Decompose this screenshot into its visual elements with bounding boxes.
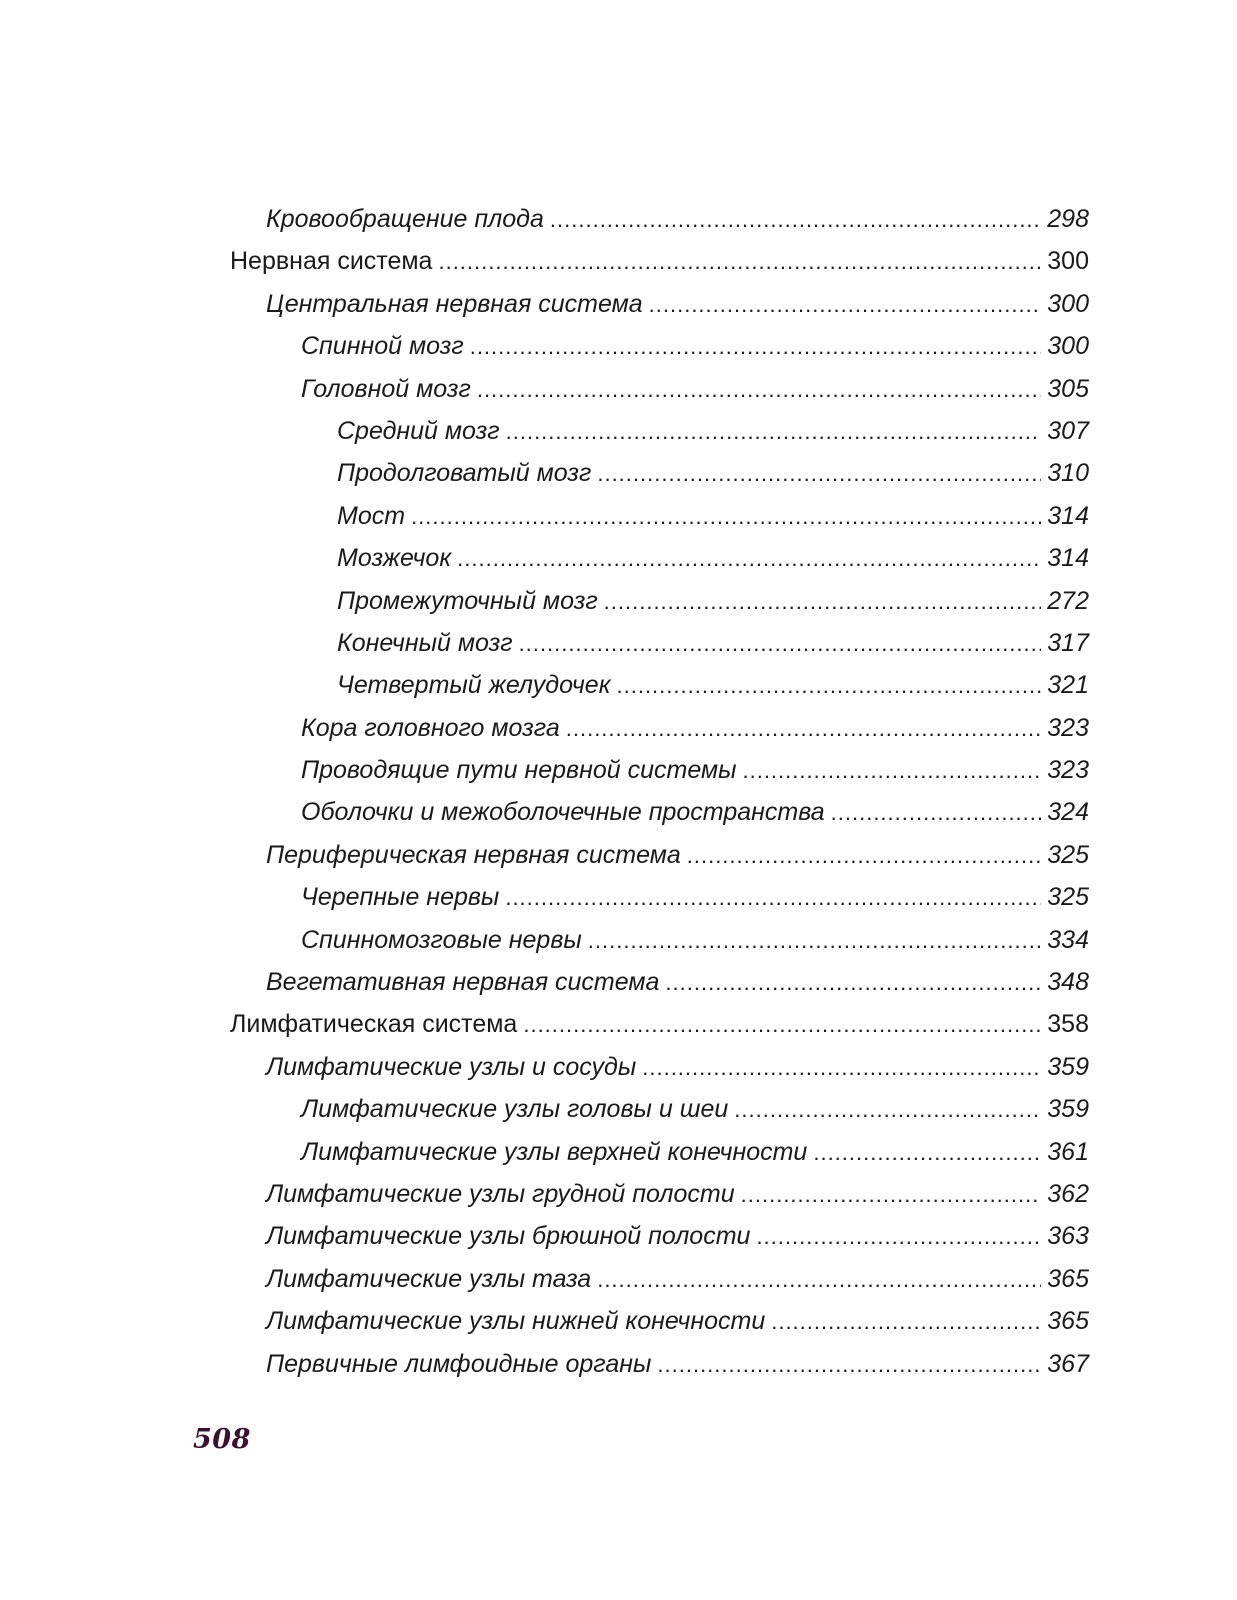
toc-entry-line	[301, 707, 1089, 750]
toc-entry-page: 363	[1047, 1222, 1089, 1251]
toc-entry-line	[266, 961, 1089, 1004]
toc-entry-title: Спинномозговые нервы	[301, 925, 582, 954]
toc-entry	[0, 240, 1237, 282]
toc-entry-page: 359	[1047, 1052, 1089, 1081]
dot-leader	[470, 326, 1041, 368]
toc-entry-line	[337, 495, 1089, 538]
toc-entry-line	[266, 1343, 1089, 1386]
toc-entry-line	[301, 919, 1089, 962]
toc-entry-page: 272	[1047, 586, 1089, 615]
toc-entry-title: Оболочки и межоболочечные пространства	[301, 798, 825, 827]
toc-entry-page: 325	[1047, 883, 1089, 912]
dot-leader	[756, 1216, 1041, 1258]
toc-entry	[0, 368, 1237, 410]
dot-leader	[734, 1089, 1041, 1131]
toc-entry	[0, 791, 1237, 833]
dot-leader	[597, 453, 1041, 495]
toc-entry-page: 317	[1047, 628, 1089, 657]
toc-entry-line	[337, 452, 1089, 495]
toc-entry-title: Четвертый желудочек	[337, 671, 611, 700]
toc-entry	[0, 1046, 1237, 1088]
dot-leader	[506, 411, 1041, 453]
toc-entry	[0, 961, 1237, 1003]
toc-entry-page: 300	[1047, 332, 1089, 361]
toc-entry-page: 358	[1047, 1010, 1089, 1039]
toc-entry-page: 359	[1047, 1095, 1089, 1124]
dot-leader	[813, 1132, 1041, 1174]
toc-entry-line	[230, 1003, 1089, 1046]
toc-entry-title: Проводящие пути нервной системы	[301, 756, 737, 785]
toc-entry-page: 300	[1047, 247, 1089, 276]
toc-entry-title: Продолговатый мозг	[337, 459, 592, 488]
toc-entry-line	[337, 580, 1089, 623]
toc-entry-line	[301, 1131, 1089, 1174]
toc-entry-line	[230, 240, 1089, 283]
dot-leader	[477, 369, 1041, 411]
dot-leader	[771, 1301, 1041, 1343]
toc-entry-line	[266, 1215, 1089, 1258]
toc-entry-page: 365	[1047, 1307, 1089, 1336]
toc-entry	[0, 283, 1237, 325]
toc-entry-page: 321	[1047, 671, 1089, 700]
toc-entry	[0, 1258, 1237, 1300]
toc-entry	[0, 749, 1237, 791]
toc-entry-line	[301, 791, 1089, 834]
toc-entry-page: 314	[1047, 544, 1089, 573]
toc-entry-page: 348	[1047, 968, 1089, 997]
toc-entry-page: 314	[1047, 501, 1089, 530]
toc-entry-line	[337, 537, 1089, 580]
toc-entry-line	[266, 1046, 1089, 1089]
toc-entry	[0, 410, 1237, 452]
toc-entry-title: Лимфатические узлы и сосуды	[266, 1052, 637, 1081]
toc-entry-title: Мост	[337, 501, 406, 530]
toc-entry-page: 323	[1047, 756, 1089, 785]
toc-entry-page: 310	[1047, 459, 1089, 488]
toc-entry-title: Спинной мозг	[301, 332, 464, 361]
toc-entry-title: Конечный мозг	[337, 628, 513, 657]
toc-entry	[0, 707, 1237, 749]
dot-leader	[687, 835, 1041, 877]
toc-entry-title: Лимфатические узлы нижней конечности	[266, 1307, 766, 1336]
toc-entry-title: Лимфатические узлы верхней конечности	[301, 1137, 808, 1166]
toc-entry	[0, 664, 1237, 706]
toc-entry	[0, 1003, 1237, 1045]
toc-entry	[0, 1215, 1237, 1257]
dot-leader	[457, 538, 1041, 580]
toc-entry-title: Лимфатические узлы таза	[266, 1264, 592, 1293]
toc-entry-page: 324	[1047, 798, 1089, 827]
toc-entry-line	[301, 1088, 1089, 1131]
toc-entry	[0, 198, 1237, 240]
toc-entry	[0, 919, 1237, 961]
dot-leader	[617, 665, 1042, 707]
dot-leader	[505, 877, 1041, 919]
toc-entry	[0, 622, 1237, 664]
table-of-contents	[0, 198, 1237, 1385]
dot-leader	[523, 1004, 1041, 1046]
toc-entry-line	[301, 368, 1089, 411]
toc-entry-title: Периферическая нервная система	[266, 840, 681, 869]
toc-entry	[0, 876, 1237, 918]
toc-entry-line	[266, 1173, 1089, 1216]
dot-leader	[649, 284, 1041, 326]
toc-entry	[0, 325, 1237, 367]
toc-entry-page: 365	[1047, 1264, 1089, 1293]
toc-entry-line	[301, 749, 1089, 792]
toc-entry-page: 361	[1047, 1137, 1089, 1166]
toc-entry-page: 367	[1047, 1349, 1089, 1378]
toc-entry	[0, 580, 1237, 622]
toc-entry-title: Кровообращение плода	[266, 205, 544, 233]
toc-entry-title: Центральная нервная система	[266, 289, 643, 318]
dot-leader	[831, 792, 1041, 834]
toc-entry-line	[266, 198, 1089, 241]
toc-entry-page: 334	[1047, 925, 1089, 954]
dot-leader	[604, 581, 1041, 623]
dot-leader	[742, 750, 1041, 792]
dot-leader	[642, 1047, 1041, 1089]
page-number: 508	[193, 1424, 251, 1455]
toc-entry	[0, 537, 1237, 579]
toc-entry	[0, 1343, 1237, 1385]
dot-leader	[519, 623, 1041, 665]
toc-entry	[0, 1131, 1237, 1173]
toc-entry	[0, 452, 1237, 494]
toc-entry-line	[337, 410, 1089, 453]
toc-entry-page: 298	[1047, 205, 1089, 233]
toc-entry-line	[337, 664, 1089, 707]
toc-entry-title: Лимфатические узлы грудной полости	[266, 1179, 735, 1208]
toc-entry	[0, 1173, 1237, 1215]
toc-entry-page: 305	[1047, 374, 1089, 403]
toc-entry-line	[266, 1300, 1089, 1343]
toc-entry-title: Мозжечок	[337, 544, 452, 573]
toc-entry-line	[266, 283, 1089, 326]
toc-entry-line	[301, 325, 1089, 368]
toc-entry-page: 307	[1047, 416, 1089, 445]
toc-entry-title: Лимфатические узлы головы и шеи	[301, 1095, 729, 1124]
toc-entry	[0, 834, 1237, 876]
dot-leader	[411, 496, 1041, 538]
toc-entry-title: Промежуточный мозг	[337, 586, 598, 615]
toc-entry-line	[266, 1258, 1089, 1301]
toc-entry-page: 362	[1047, 1179, 1089, 1208]
toc-entry-title: Средний мозг	[337, 416, 500, 445]
toc-entry-title: Кора головного мозга	[301, 713, 560, 742]
toc-entry	[0, 1300, 1237, 1342]
dot-leader	[550, 199, 1041, 241]
toc-entry-title: Первичные лимфоидные органы	[266, 1349, 652, 1378]
toc-entry-line	[301, 876, 1089, 919]
toc-entry-line	[337, 622, 1089, 665]
dot-leader	[657, 1344, 1041, 1386]
toc-entry-page: 323	[1047, 713, 1089, 742]
dot-leader	[566, 708, 1041, 750]
toc-entry-title: Нервная система	[230, 247, 433, 276]
toc-entry	[0, 495, 1237, 537]
dot-leader	[741, 1174, 1041, 1216]
toc-entry-title: Черепные нервы	[301, 883, 500, 912]
toc-entry-page: 325	[1047, 840, 1089, 869]
toc-entry-line	[266, 834, 1089, 877]
toc-entry-title: Вегетативная нервная система	[266, 968, 660, 997]
toc-entry-page: 300	[1047, 289, 1089, 318]
dot-leader	[665, 962, 1041, 1004]
toc-entry-title: Головной мозг	[301, 374, 471, 403]
dot-leader	[588, 920, 1041, 962]
toc-entry-title: Лимфатические узлы брюшной полости	[266, 1222, 751, 1251]
dot-leader	[597, 1259, 1041, 1301]
dot-leader	[438, 241, 1041, 283]
toc-entry-title: Лимфатическая система	[230, 1010, 518, 1039]
toc-entry	[0, 1088, 1237, 1130]
